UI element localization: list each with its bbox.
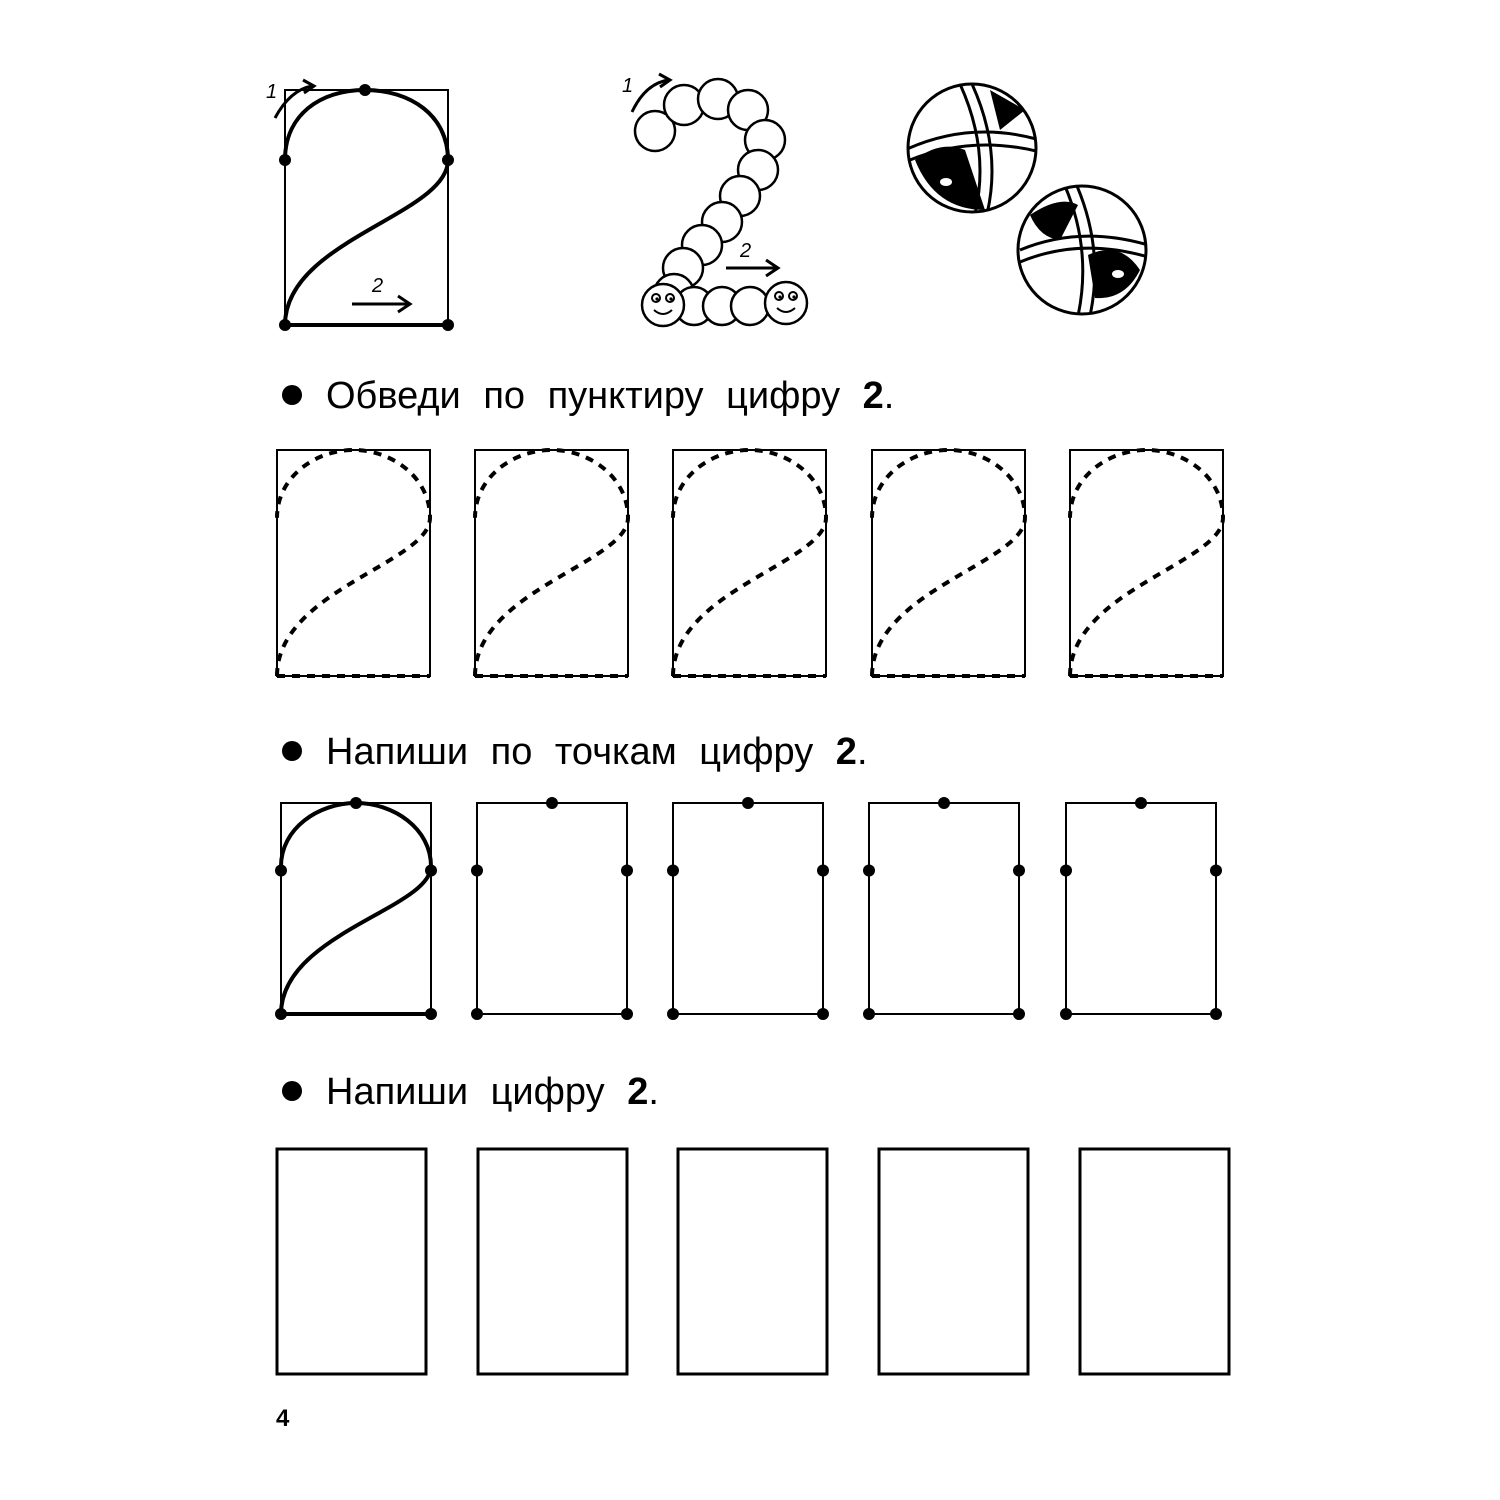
write-box[interactable] [277,1149,426,1374]
instruction-write: Напиши цифру 2. [282,1068,659,1116]
write-box[interactable] [879,1149,1028,1374]
write-box[interactable] [678,1149,827,1374]
page-number: 4 [276,1405,290,1432]
write-box[interactable] [478,1149,627,1374]
stroke-number-2b: 2 [740,240,752,262]
instruction-trace: Обведи по пунктиру цифру 2. [282,372,894,420]
stroke-number-1: 1 [266,81,278,103]
stroke-number-1b: 1 [622,75,634,97]
instruction-dots: Напиши по точкам цифру 2. [282,728,868,776]
stroke-number-2: 2 [372,275,384,297]
write-box[interactable] [1080,1149,1229,1374]
